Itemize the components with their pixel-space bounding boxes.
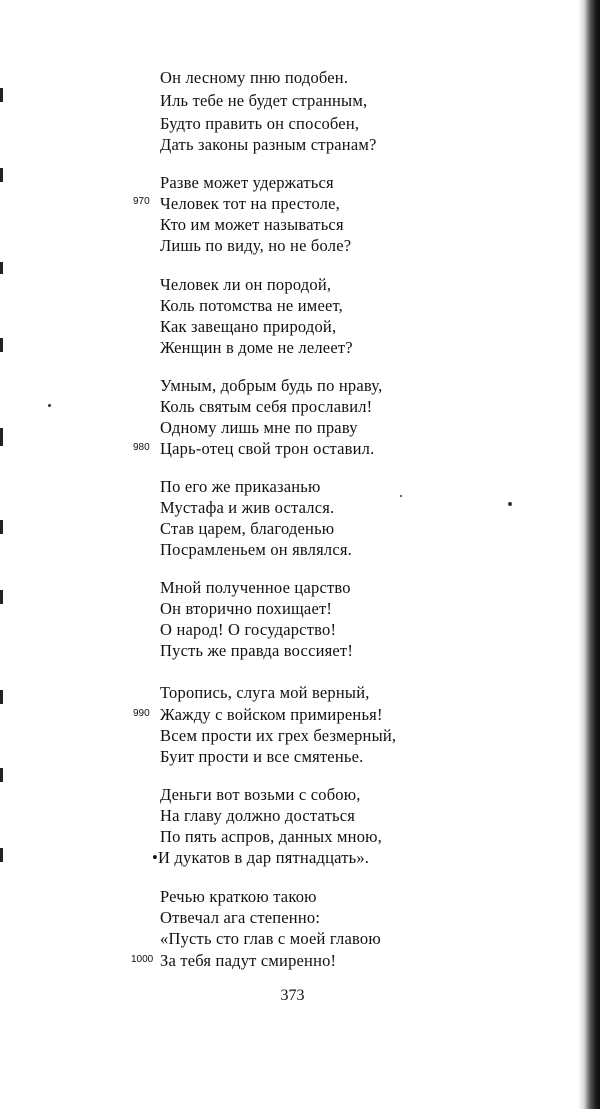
verse-line: Будто править он способен, [160, 114, 360, 133]
verse-line: Лишь по виду, но не боле? [160, 236, 352, 255]
verse-line: Женщин в доме не лелеет? [160, 338, 353, 357]
page-number: 373 [280, 987, 305, 1004]
verse-line: Мустафа и жив остался. [160, 498, 335, 517]
verse-line: Речью краткою такою [160, 887, 317, 906]
line-number: 970 [133, 196, 150, 207]
line-number: 980 [133, 442, 150, 453]
verse-line: По пять аспров, данных мною, [160, 827, 383, 846]
verse-line: Он вторично похищает! [160, 599, 333, 618]
verse-line: Человек тот на престоле, [160, 194, 340, 213]
verse-line: Деньги вот возьми с собою, [160, 785, 361, 804]
verse-line: За тебя падут смиренно! [160, 951, 337, 970]
verse-line: Посрамленьем он являлся. [160, 540, 352, 559]
verse-line: Всем прости их грех безмерный, [160, 726, 397, 745]
line-number: 1000 [131, 954, 154, 965]
verse-line: Разве может удержаться [160, 173, 334, 192]
verse-line: По его же приказанью [160, 477, 321, 496]
verse-line: Умным, добрым будь по нраву, [160, 376, 383, 395]
verse-line: Иль тебе не будет странным, [160, 91, 368, 110]
verse-line: Человек ли он породой, [160, 275, 332, 294]
verse-line: Буит прости и все смятенье. [160, 747, 364, 766]
verse-line: На главу должно достаться [160, 806, 356, 825]
verse-line: •И дукатов в дар пятнадцать». [152, 848, 370, 867]
verse-line: Торопись, слуга мой верный, [160, 683, 370, 702]
verse-line: «Пусть сто глав с моей главою [160, 929, 381, 948]
verse-line: Одному лишь мне по праву [160, 418, 358, 437]
verse-line: Отвечал ага степенно: [160, 908, 321, 927]
verse-line: Пусть же правда воссияет! [160, 641, 354, 660]
verse-line: Мной полученное царство [160, 578, 351, 597]
verse-line: О народ! О государство! [160, 620, 337, 639]
verse-line: Царь-отец свой трон оставил. [160, 439, 375, 458]
verse-line: Дать законы разным странам? [160, 135, 377, 154]
verse-line: Став царем, благоденью [160, 519, 335, 538]
verse-line: Коль потомства не имеет, [160, 296, 343, 315]
verse-line: Кто им может называться [160, 215, 344, 234]
verse-line: Коль святым себя прославил! [160, 397, 373, 416]
line-number: 990 [133, 708, 150, 719]
verse-line: Жажду с войском примиренья! [160, 705, 383, 724]
verse-line: Он лесному пню подобен. [160, 68, 349, 87]
verse-line: Как завещано природой, [160, 317, 337, 336]
